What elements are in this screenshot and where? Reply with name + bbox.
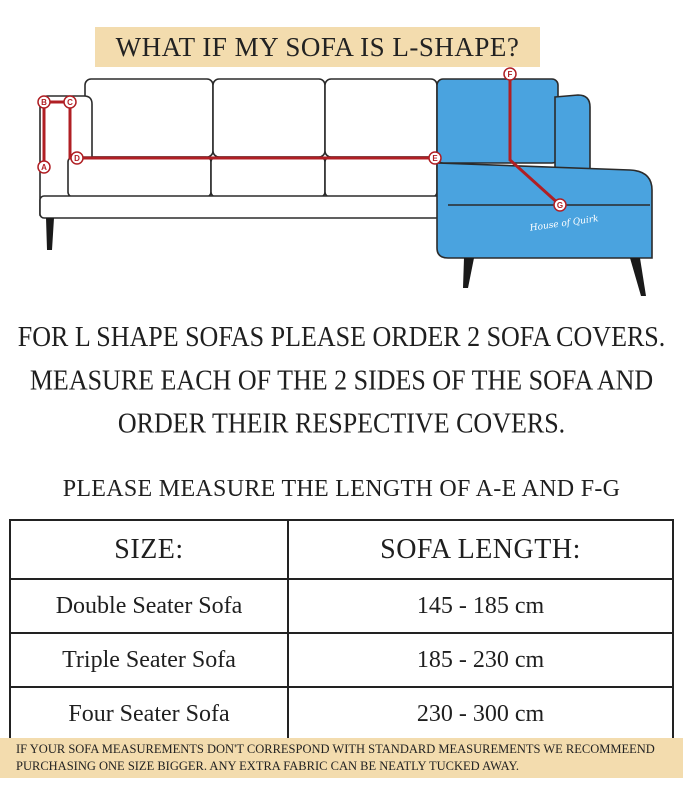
point-label-b: B (41, 98, 47, 107)
point-label-e: E (432, 154, 438, 163)
l-shape-sofa-illustration (0, 60, 683, 305)
table-header-row (10, 520, 673, 579)
table-row (10, 687, 673, 741)
size-table (9, 519, 674, 742)
footer-line: IF YOUR SOFA MEASUREMENTS DON'T CORRESPOND WITH STANDARD MEASUREMENTS WE RECOMMEEND (16, 742, 655, 756)
point-label-f: F (507, 70, 513, 79)
size-cell: Triple Seater Sofa (10, 633, 288, 687)
length-column-header: SOFA LENGTH: (288, 520, 673, 579)
table-row (10, 579, 673, 633)
footer-line: PURCHASING ONE SIZE BIGGER. ANY EXTRA FABRIC CAN BE NEATLY TUCKED AWAY. (16, 759, 519, 773)
point-label-d: D (74, 154, 80, 163)
instruction-line: ORDER THEIR RESPECTIVE COVERS. (117, 407, 566, 440)
point-label-a: A (41, 163, 47, 172)
size-cell: Four Seater Sofa (10, 687, 288, 741)
instruction-line: MEASURE EACH OF THE 2 SIDES OF THE SOFA AND (29, 364, 654, 396)
measure-subtitle: PLEASE MEASURE THE LENGTH OF A-E AND F-G (62, 476, 621, 502)
brand-watermark: House of Quirk (529, 214, 600, 234)
size-cell: Double Seater Sofa (10, 579, 288, 633)
length-cell: 145 - 185 cm (288, 579, 673, 633)
point-label-g: G (556, 201, 564, 210)
page-title: WHAT IF MY SOFA IS L-SHAPE? (95, 27, 540, 67)
length-cell: 230 - 300 cm (288, 687, 673, 741)
instruction-line: FOR L SHAPE SOFAS PLEASE ORDER 2 SOFA COVERS. (17, 321, 666, 353)
point-label-c: C (67, 98, 73, 107)
length-cell: 185 - 230 cm (288, 633, 673, 687)
table-row (10, 633, 673, 687)
footer-note (0, 738, 683, 778)
instructions (0, 316, 683, 446)
sofa-left-section (40, 79, 440, 218)
size-column-header: SIZE: (10, 520, 288, 579)
